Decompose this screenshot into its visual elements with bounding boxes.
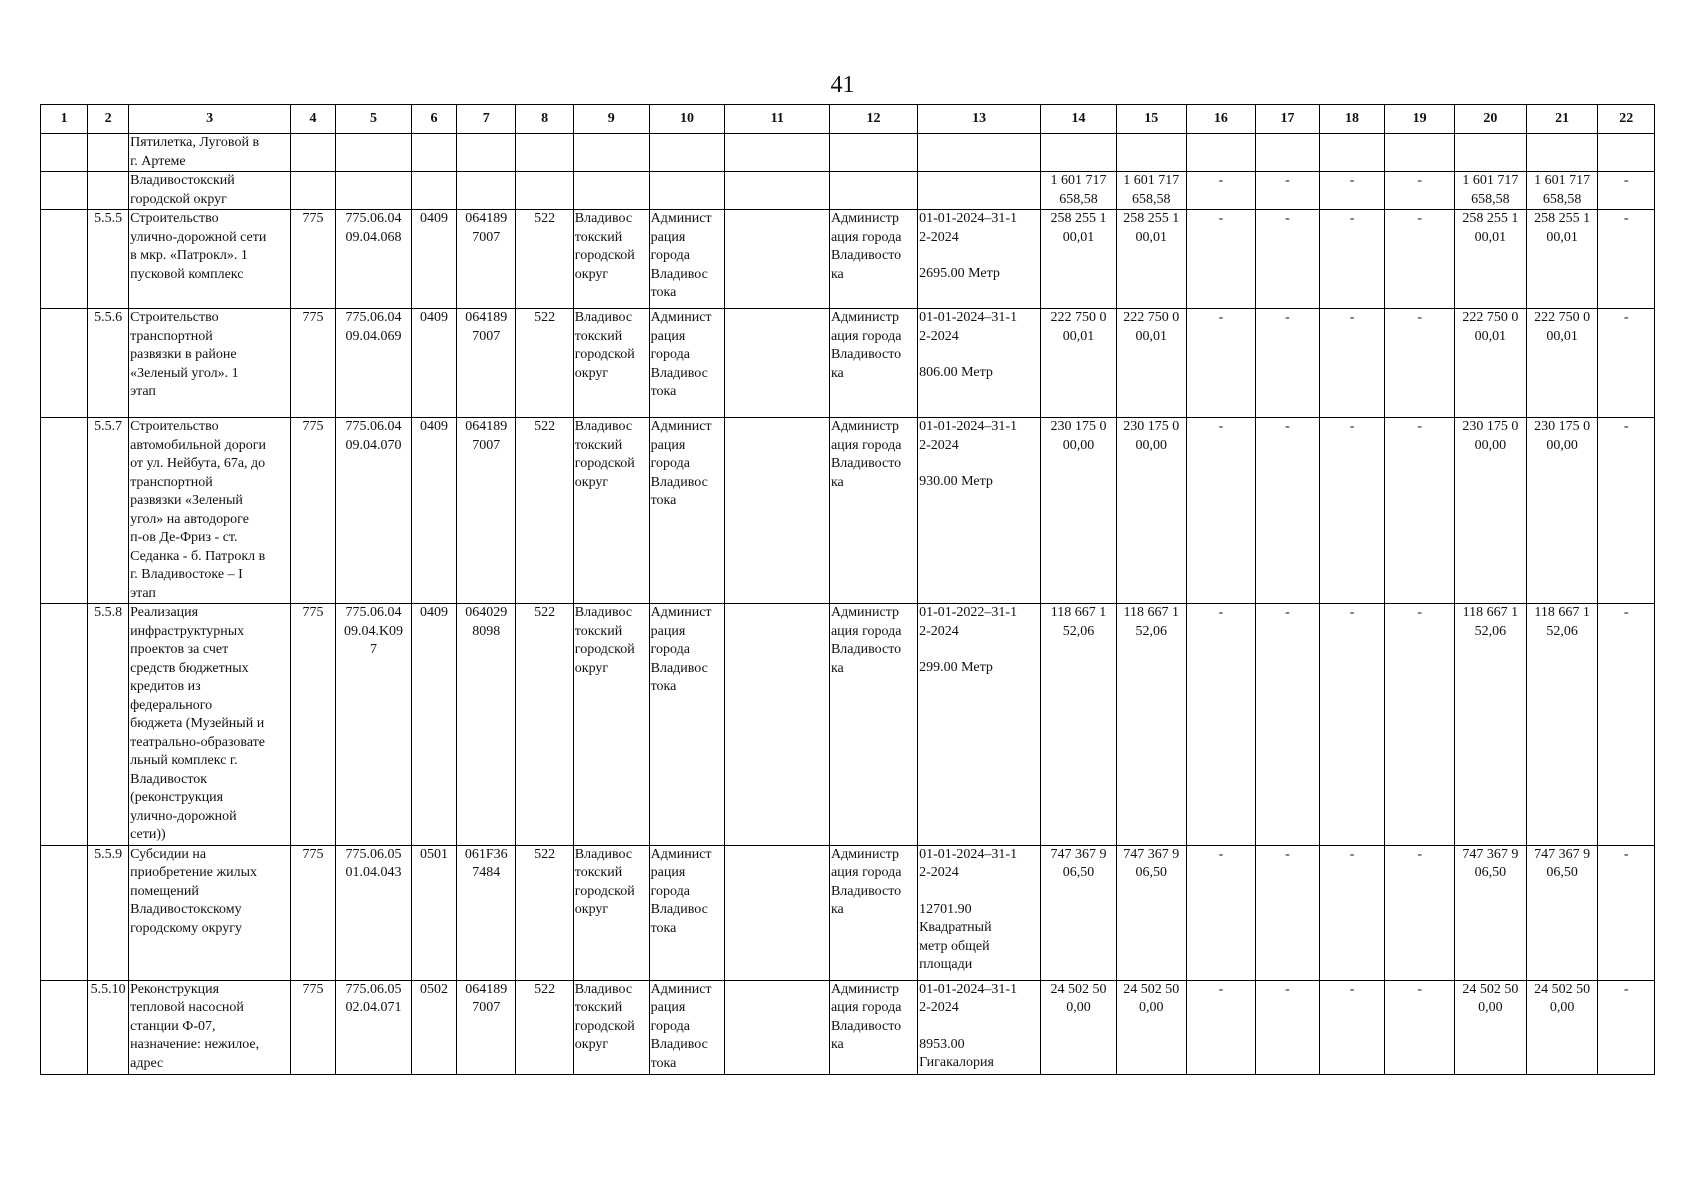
- cell-col15: 1 601 717 658,58: [1116, 172, 1186, 210]
- table-row: [41, 210, 1655, 309]
- cell-col17: -: [1256, 845, 1320, 980]
- cell-col10: [649, 172, 725, 210]
- cell-col3: Строительство улично-дорожной сети в мкр. «Патрокл». 1 пусковой комплекс: [129, 210, 291, 309]
- cell-col7: 064189 7007: [457, 210, 516, 309]
- cell-col6: 0409: [411, 418, 456, 604]
- cell-col5: 775.06.04 09.04.068: [336, 210, 412, 309]
- cell-col7: 061F36 7484: [457, 845, 516, 980]
- cell-col9: Владивос токский городской округ: [573, 980, 649, 1074]
- cell-col16: -: [1186, 418, 1256, 604]
- cell-col4: 775: [291, 309, 336, 418]
- column-header: 22: [1598, 105, 1655, 134]
- cell-col15: 24 502 50 0,00: [1116, 980, 1186, 1074]
- table-row: [41, 134, 1655, 172]
- cell-col15: 118 667 1 52,06: [1116, 604, 1186, 846]
- cell-col5: 775.06.05 02.04.071: [336, 980, 412, 1074]
- cell-col17: -: [1256, 172, 1320, 210]
- table-row: [41, 845, 1655, 980]
- cell-col5: [336, 172, 412, 210]
- column-header: 11: [725, 105, 830, 134]
- cell-col21: 118 667 1 52,06: [1526, 604, 1598, 846]
- cell-col17: -: [1256, 210, 1320, 309]
- cell-col2: 5.5.8: [88, 604, 129, 846]
- cell-col1: [41, 418, 88, 604]
- cell-col15: 222 750 0 00,01: [1116, 309, 1186, 418]
- column-header: 12: [829, 105, 917, 134]
- column-header: 14: [1041, 105, 1117, 134]
- cell-col14: 230 175 0 00,00: [1041, 418, 1117, 604]
- cell-col18: -: [1319, 309, 1385, 418]
- cell-col15: [1116, 134, 1186, 172]
- cell-col17: -: [1256, 604, 1320, 846]
- column-header: 21: [1526, 105, 1598, 134]
- cell-col6: 0501: [411, 845, 456, 980]
- cell-col18: -: [1319, 845, 1385, 980]
- cell-col3: Владивостокский городской округ: [129, 172, 291, 210]
- measure-text: 930.00 Метр: [919, 474, 993, 489]
- cell-col2: 5.5.6: [88, 309, 129, 418]
- cell-col22: -: [1598, 309, 1655, 418]
- cell-col1: [41, 134, 88, 172]
- cell-col9: Владивос токский городской округ: [573, 418, 649, 604]
- cell-col19: -: [1385, 210, 1455, 309]
- cell-col10: Админист рация города Владивос тока: [649, 604, 725, 846]
- cell-col13: [918, 172, 1041, 210]
- cell-col13: [918, 210, 1041, 309]
- measure-text: 299.00 Метр: [919, 660, 993, 675]
- cell-col3: Строительство автомобильной дороги от ул. Нейбута, 67а, до транспортной развязки «Зеленый угол» на автодороге п-ов Де-Фриз - ст. Седанка - б. Патрокл в г. Владивостоке – I этап: [129, 418, 291, 604]
- column-header: 4: [291, 105, 336, 134]
- cell-col3: Строительство транспортной развязки в районе «Зеленый угол». 1 этап: [129, 309, 291, 418]
- column-header: 13: [918, 105, 1041, 134]
- cell-col1: [41, 309, 88, 418]
- cell-col13: [918, 845, 1041, 980]
- cell-col9: Владивос токский городской округ: [573, 210, 649, 309]
- cell-col17: -: [1256, 309, 1320, 418]
- cell-col18: [1319, 134, 1385, 172]
- cell-col11: [725, 418, 830, 604]
- cell-col5: 775.06.04 09.04.069: [336, 309, 412, 418]
- column-header: 7: [457, 105, 516, 134]
- cell-col14: 1 601 717 658,58: [1041, 172, 1117, 210]
- measure-text: 12701.90 Квадратный метр общей площади: [919, 901, 992, 972]
- period-text: 01-01-2022–31-1 2-2024: [919, 605, 1018, 639]
- cell-col12: Администр ация города Владивосто ка: [829, 845, 917, 980]
- cell-col6: 0409: [411, 210, 456, 309]
- cell-col5: 775.06.05 01.04.043: [336, 845, 412, 980]
- table-row: [41, 980, 1655, 1074]
- cell-col20: 230 175 0 00,00: [1455, 418, 1527, 604]
- header-row: [41, 105, 1655, 134]
- cell-col14: 24 502 50 0,00: [1041, 980, 1117, 1074]
- cell-col22: [1598, 134, 1655, 172]
- cell-col12: Администр ация города Владивосто ка: [829, 980, 917, 1074]
- cell-col12: Администр ация города Владивосто ка: [829, 210, 917, 309]
- cell-col17: -: [1256, 418, 1320, 604]
- cell-col8: 522: [516, 309, 573, 418]
- cell-col8: [516, 134, 573, 172]
- cell-col9: Владивос токский городской округ: [573, 604, 649, 846]
- cell-col3: Субсидии на приобретение жилых помещений Владивостокскому городскому округу: [129, 845, 291, 980]
- column-header: 20: [1455, 105, 1527, 134]
- cell-col22: -: [1598, 172, 1655, 210]
- cell-col18: -: [1319, 980, 1385, 1074]
- column-header: 6: [411, 105, 456, 134]
- cell-col21: 747 367 9 06,50: [1526, 845, 1598, 980]
- cell-col16: [1186, 134, 1256, 172]
- cell-col19: -: [1385, 980, 1455, 1074]
- cell-col7: 064189 7007: [457, 980, 516, 1074]
- cell-col4: 775: [291, 845, 336, 980]
- column-header: 15: [1116, 105, 1186, 134]
- table-body: [41, 134, 1655, 1075]
- table-row: [41, 309, 1655, 418]
- cell-col2: 5.5.5: [88, 210, 129, 309]
- cell-col18: -: [1319, 172, 1385, 210]
- cell-col15: 258 255 1 00,01: [1116, 210, 1186, 309]
- cell-col16: -: [1186, 309, 1256, 418]
- cell-col2: 5.5.10: [88, 980, 129, 1074]
- cell-col19: -: [1385, 845, 1455, 980]
- cell-col8: 522: [516, 604, 573, 846]
- cell-col9: Владивос токский городской округ: [573, 845, 649, 980]
- cell-col20: 222 750 0 00,01: [1455, 309, 1527, 418]
- cell-col12: Администр ация города Владивосто ка: [829, 309, 917, 418]
- cell-col6: [411, 172, 456, 210]
- cell-col1: [41, 604, 88, 846]
- cell-col4: 775: [291, 210, 336, 309]
- cell-col19: -: [1385, 604, 1455, 846]
- cell-col2: 5.5.9: [88, 845, 129, 980]
- cell-col4: 775: [291, 418, 336, 604]
- cell-col8: [516, 172, 573, 210]
- cell-col11: [725, 845, 830, 980]
- cell-col11: [725, 210, 830, 309]
- cell-col13: [918, 980, 1041, 1074]
- cell-col5: [336, 134, 412, 172]
- cell-col7: 064029 8098: [457, 604, 516, 846]
- cell-col5: 775.06.04 09.04.K09 7: [336, 604, 412, 846]
- cell-col7: 064189 7007: [457, 309, 516, 418]
- cell-col1: [41, 172, 88, 210]
- cell-col11: [725, 980, 830, 1074]
- cell-col11: [725, 604, 830, 846]
- cell-col13: [918, 604, 1041, 846]
- cell-col11: [725, 134, 830, 172]
- cell-col20: 1 601 717 658,58: [1455, 172, 1527, 210]
- cell-col19: [1385, 134, 1455, 172]
- cell-col22: -: [1598, 210, 1655, 309]
- column-header: 10: [649, 105, 725, 134]
- cell-col6: 0502: [411, 980, 456, 1074]
- cell-col2: 5.5.7: [88, 418, 129, 604]
- cell-col19: -: [1385, 309, 1455, 418]
- cell-col12: [829, 172, 917, 210]
- budget-table: [40, 104, 1655, 1075]
- cell-col21: 258 255 1 00,01: [1526, 210, 1598, 309]
- column-header: 9: [573, 105, 649, 134]
- cell-col21: 230 175 0 00,00: [1526, 418, 1598, 604]
- cell-col20: [1455, 134, 1527, 172]
- cell-col20: 258 255 1 00,01: [1455, 210, 1527, 309]
- table-row: [41, 172, 1655, 210]
- cell-col18: -: [1319, 210, 1385, 309]
- cell-col7: [457, 134, 516, 172]
- cell-col8: 522: [516, 845, 573, 980]
- cell-col7: [457, 172, 516, 210]
- cell-col13: [918, 134, 1041, 172]
- cell-col12: Администр ация города Владивосто ка: [829, 604, 917, 846]
- cell-col8: 522: [516, 418, 573, 604]
- cell-col14: 118 667 1 52,06: [1041, 604, 1117, 846]
- cell-col1: [41, 210, 88, 309]
- cell-col11: [725, 172, 830, 210]
- cell-col18: -: [1319, 604, 1385, 846]
- cell-col4: 775: [291, 604, 336, 846]
- cell-col15: 230 175 0 00,00: [1116, 418, 1186, 604]
- cell-col14: 747 367 9 06,50: [1041, 845, 1117, 980]
- cell-col3: Пятилетка, Луговой в г. Артеме: [129, 134, 291, 172]
- cell-col15: 747 367 9 06,50: [1116, 845, 1186, 980]
- cell-col21: [1526, 134, 1598, 172]
- cell-col2: [88, 134, 129, 172]
- cell-col2: [88, 172, 129, 210]
- column-header: 19: [1385, 105, 1455, 134]
- cell-col14: 222 750 0 00,01: [1041, 309, 1117, 418]
- cell-col6: 0409: [411, 604, 456, 846]
- column-header: 16: [1186, 105, 1256, 134]
- measure-text: 2695.00 Метр: [919, 266, 1000, 281]
- measure-text: 806.00 Метр: [919, 365, 993, 380]
- cell-col10: Админист рация города Владивос тока: [649, 418, 725, 604]
- cell-col9: [573, 134, 649, 172]
- cell-col13: [918, 309, 1041, 418]
- cell-col4: [291, 172, 336, 210]
- cell-col14: [1041, 134, 1117, 172]
- cell-col9: [573, 172, 649, 210]
- cell-col16: -: [1186, 210, 1256, 309]
- cell-col10: Админист рация города Владивос тока: [649, 980, 725, 1074]
- cell-col8: 522: [516, 980, 573, 1074]
- cell-col16: -: [1186, 845, 1256, 980]
- column-header: 1: [41, 105, 88, 134]
- cell-col18: -: [1319, 418, 1385, 604]
- cell-col6: [411, 134, 456, 172]
- cell-col17: -: [1256, 980, 1320, 1074]
- cell-col6: 0409: [411, 309, 456, 418]
- column-header: 2: [88, 105, 129, 134]
- cell-col5: 775.06.04 09.04.070: [336, 418, 412, 604]
- cell-col11: [725, 309, 830, 418]
- cell-col21: 24 502 50 0,00: [1526, 980, 1598, 1074]
- cell-col22: -: [1598, 418, 1655, 604]
- period-text: 01-01-2024–31-1 2-2024: [919, 419, 1018, 453]
- cell-col8: 522: [516, 210, 573, 309]
- cell-col13: [918, 418, 1041, 604]
- cell-col19: -: [1385, 418, 1455, 604]
- cell-col20: 118 667 1 52,06: [1455, 604, 1527, 846]
- cell-col21: 1 601 717 658,58: [1526, 172, 1598, 210]
- cell-col20: 24 502 50 0,00: [1455, 980, 1527, 1074]
- page-number: 41: [830, 72, 855, 98]
- cell-col1: [41, 980, 88, 1074]
- column-header: 17: [1256, 105, 1320, 134]
- period-text: 01-01-2024–31-1 2-2024: [919, 981, 1018, 1015]
- column-header: 8: [516, 105, 573, 134]
- cell-col16: -: [1186, 604, 1256, 846]
- cell-col22: -: [1598, 980, 1655, 1074]
- cell-col14: 258 255 1 00,01: [1041, 210, 1117, 309]
- cell-col16: -: [1186, 172, 1256, 210]
- cell-col22: -: [1598, 845, 1655, 980]
- measure-text: 8953.00 Гигакалория: [919, 1036, 994, 1070]
- cell-col21: 222 750 0 00,01: [1526, 309, 1598, 418]
- cell-col3: Реконструкция тепловой насосной станции Ф-07, назначение: нежилое, адрес: [129, 980, 291, 1074]
- cell-col3: Реализация инфраструктурных проектов за счет средств бюджетных кредитов из федерального бюджета (Музейный и театрально-образовате льный комплекс г. Владивосток (реконструкция улично-дорожной сети)): [129, 604, 291, 846]
- cell-col10: Админист рация города Владивос тока: [649, 309, 725, 418]
- period-text: 01-01-2024–31-1 2-2024: [919, 310, 1018, 344]
- cell-col17: [1256, 134, 1320, 172]
- cell-col1: [41, 845, 88, 980]
- column-header: 3: [129, 105, 291, 134]
- table-row: [41, 418, 1655, 604]
- cell-col10: Админист рация города Владивос тока: [649, 210, 725, 309]
- cell-col16: -: [1186, 980, 1256, 1074]
- cell-col4: 775: [291, 980, 336, 1074]
- column-header: 18: [1319, 105, 1385, 134]
- table-row: [41, 604, 1655, 846]
- column-header: 5: [336, 105, 412, 134]
- cell-col19: -: [1385, 172, 1455, 210]
- cell-col20: 747 367 9 06,50: [1455, 845, 1527, 980]
- cell-col10: Админист рация города Владивос тока: [649, 845, 725, 980]
- cell-col10: [649, 134, 725, 172]
- cell-col4: [291, 134, 336, 172]
- cell-col12: Администр ация города Владивосто ка: [829, 418, 917, 604]
- cell-col7: 064189 7007: [457, 418, 516, 604]
- cell-col12: [829, 134, 917, 172]
- cell-col9: Владивос токский городской округ: [573, 309, 649, 418]
- period-text: 01-01-2024–31-1 2-2024: [919, 846, 1018, 880]
- period-text: 01-01-2024–31-1 2-2024: [919, 211, 1018, 245]
- cell-col22: -: [1598, 604, 1655, 846]
